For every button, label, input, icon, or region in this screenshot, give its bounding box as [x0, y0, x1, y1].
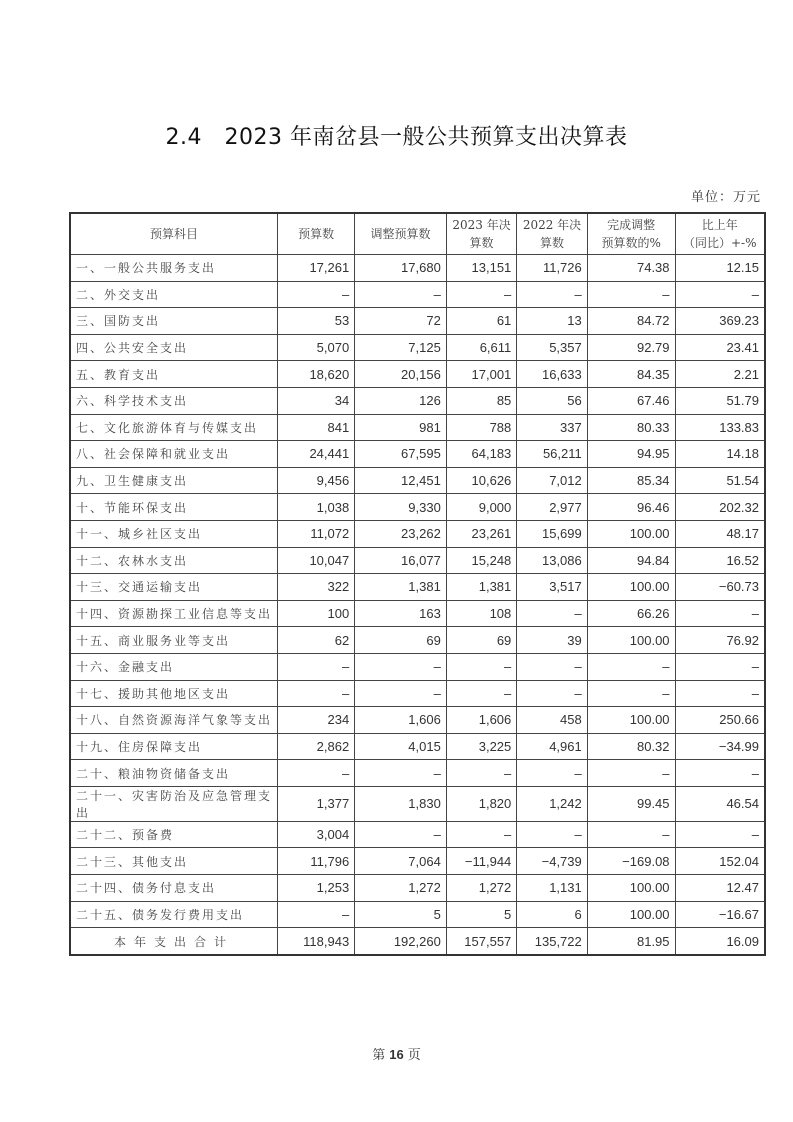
cell-value: 2,862 — [278, 733, 355, 760]
cell-value: 11,796 — [278, 848, 355, 875]
table-row — [70, 627, 765, 654]
cell-value: 76.92 — [675, 627, 765, 654]
table-row — [70, 467, 765, 494]
cell-value: – — [587, 281, 675, 308]
cell-value: 13,086 — [517, 547, 587, 574]
cell-value: – — [587, 760, 675, 787]
cell-value: 1,253 — [278, 875, 355, 902]
cell-value: 16,633 — [517, 361, 587, 388]
cell-value: – — [446, 281, 516, 308]
header-budget-item: 预算科目 — [70, 213, 278, 255]
cell-value: 1,242 — [517, 786, 587, 821]
cell-item-name: 二十一、灾害防治及应急管理支出 — [70, 786, 278, 821]
cell-value: 64,183 — [446, 441, 516, 468]
cell-item-name: 本年支出合计 — [70, 928, 278, 955]
cell-value: – — [517, 680, 587, 707]
cell-value: 118,943 — [278, 928, 355, 955]
table-row — [70, 848, 765, 875]
cell-value: – — [446, 680, 516, 707]
cell-value: 234 — [278, 707, 355, 734]
cell-item-name: 四、公共安全支出 — [70, 334, 278, 361]
cell-value: – — [517, 281, 587, 308]
cell-value: 1,606 — [446, 707, 516, 734]
cell-item-name: 六、科学技术支出 — [70, 387, 278, 414]
cell-value: 981 — [355, 414, 447, 441]
header-2022-final: 2022 年决 算数 — [517, 213, 587, 255]
cell-value: 85.34 — [587, 467, 675, 494]
cell-value: 80.32 — [587, 733, 675, 760]
cell-value: 163 — [355, 600, 447, 627]
cell-value: 23.41 — [675, 334, 765, 361]
cell-value: 9,456 — [278, 467, 355, 494]
cell-value: 192,260 — [355, 928, 447, 955]
cell-value: 94.84 — [587, 547, 675, 574]
cell-value: – — [355, 281, 447, 308]
cell-value: −34.99 — [675, 733, 765, 760]
cell-value: – — [355, 760, 447, 787]
cell-value: 15,699 — [517, 520, 587, 547]
cell-value: 7,125 — [355, 334, 447, 361]
table-row — [70, 786, 765, 821]
cell-item-name: 八、社会保障和就业支出 — [70, 441, 278, 468]
cell-value: 17,261 — [278, 255, 355, 282]
cell-value: 16.09 — [675, 928, 765, 955]
cell-value: 85 — [446, 387, 516, 414]
cell-value: 133.83 — [675, 414, 765, 441]
table-row — [70, 653, 765, 680]
table-row — [70, 760, 765, 787]
cell-value: 92.79 — [587, 334, 675, 361]
cell-item-name: 十五、商业服务业等支出 — [70, 627, 278, 654]
cell-value: – — [587, 821, 675, 848]
cell-value: – — [355, 821, 447, 848]
cell-value: 18,620 — [278, 361, 355, 388]
cell-item-name: 七、文化旅游体育与传媒支出 — [70, 414, 278, 441]
cell-value: 5 — [446, 901, 516, 928]
cell-value: 1,381 — [446, 574, 516, 601]
cell-value: 100.00 — [587, 875, 675, 902]
cell-value: 100.00 — [587, 707, 675, 734]
cell-item-name: 二、外交支出 — [70, 281, 278, 308]
cell-value: 369.23 — [675, 308, 765, 335]
cell-value: 12,451 — [355, 467, 447, 494]
cell-value: 3,517 — [517, 574, 587, 601]
table-row — [70, 414, 765, 441]
cell-value: 56,211 — [517, 441, 587, 468]
cell-value: 1,272 — [446, 875, 516, 902]
cell-value: −169.08 — [587, 848, 675, 875]
cell-value: 72 — [355, 308, 447, 335]
table-row — [70, 494, 765, 521]
cell-value: 23,262 — [355, 520, 447, 547]
cell-value: 1,272 — [355, 875, 447, 902]
cell-value: 74.38 — [587, 255, 675, 282]
cell-item-name: 二十四、债务付息支出 — [70, 875, 278, 902]
cell-item-name: 二十三、其他支出 — [70, 848, 278, 875]
cell-value: 6,611 — [446, 334, 516, 361]
cell-value: 1,038 — [278, 494, 355, 521]
cell-value: 9,330 — [355, 494, 447, 521]
cell-item-name: 二十五、债务发行费用支出 — [70, 901, 278, 928]
cell-value: 100 — [278, 600, 355, 627]
cell-value: – — [675, 680, 765, 707]
cell-value: 7,064 — [355, 848, 447, 875]
table-row — [70, 387, 765, 414]
cell-value: 84.72 — [587, 308, 675, 335]
table-row — [70, 600, 765, 627]
cell-item-name: 九、卫生健康支出 — [70, 467, 278, 494]
cell-value: – — [517, 760, 587, 787]
cell-value: 841 — [278, 414, 355, 441]
cell-value: 5,070 — [278, 334, 355, 361]
table-row — [70, 334, 765, 361]
cell-value: 1,820 — [446, 786, 516, 821]
cell-value: – — [675, 600, 765, 627]
cell-value: 51.79 — [675, 387, 765, 414]
cell-value: 56 — [517, 387, 587, 414]
cell-item-name: 十六、金融支出 — [70, 653, 278, 680]
cell-value: – — [278, 680, 355, 707]
table-row — [70, 821, 765, 848]
table-row — [70, 875, 765, 902]
unit-label: 单位：万元 — [690, 190, 761, 205]
table-body — [70, 255, 765, 955]
cell-value: – — [675, 821, 765, 848]
table-row — [70, 680, 765, 707]
cell-value: 62 — [278, 627, 355, 654]
cell-value: 13,151 — [446, 255, 516, 282]
cell-value: 81.95 — [587, 928, 675, 955]
cell-value: 126 — [355, 387, 447, 414]
cell-value: 100.00 — [587, 520, 675, 547]
cell-value: – — [278, 760, 355, 787]
cell-value: 80.33 — [587, 414, 675, 441]
table-row — [70, 308, 765, 335]
cell-value: 458 — [517, 707, 587, 734]
cell-item-name: 一、一般公共服务支出 — [70, 255, 278, 282]
table-row — [70, 733, 765, 760]
cell-value: 157,557 — [446, 928, 516, 955]
cell-value: 84.35 — [587, 361, 675, 388]
cell-value: 100.00 — [587, 901, 675, 928]
cell-value: 96.46 — [587, 494, 675, 521]
cell-value: 16.52 — [675, 547, 765, 574]
cell-value: 108 — [446, 600, 516, 627]
cell-value: −4,739 — [517, 848, 587, 875]
cell-value: 69 — [446, 627, 516, 654]
cell-value: 67,595 — [355, 441, 447, 468]
page-number: 第 16 页 — [372, 1047, 421, 1063]
cell-value: 5,357 — [517, 334, 587, 361]
cell-value: 24,441 — [278, 441, 355, 468]
cell-value: – — [517, 653, 587, 680]
table-row — [70, 520, 765, 547]
cell-value: 788 — [446, 414, 516, 441]
cell-value: – — [278, 281, 355, 308]
cell-value: 337 — [517, 414, 587, 441]
cell-item-name: 十四、资源勘探工业信息等支出 — [70, 600, 278, 627]
cell-value: 100.00 — [587, 574, 675, 601]
table-row — [70, 547, 765, 574]
cell-value: – — [278, 653, 355, 680]
cell-item-name: 十三、交通运输支出 — [70, 574, 278, 601]
cell-item-name: 三、国防支出 — [70, 308, 278, 335]
cell-value: −16.67 — [675, 901, 765, 928]
cell-value: – — [446, 760, 516, 787]
cell-value: 17,001 — [446, 361, 516, 388]
cell-value: 250.66 — [675, 707, 765, 734]
cell-value: 4,015 — [355, 733, 447, 760]
cell-value: 12.47 — [675, 875, 765, 902]
cell-value: 7,012 — [517, 467, 587, 494]
cell-value: 10,626 — [446, 467, 516, 494]
cell-value: 53 — [278, 308, 355, 335]
cell-value: 1,606 — [355, 707, 447, 734]
table-row — [70, 441, 765, 468]
cell-value: 48.17 — [675, 520, 765, 547]
cell-value: 17,680 — [355, 255, 447, 282]
cell-value: 39 — [517, 627, 587, 654]
cell-value: 9,000 — [446, 494, 516, 521]
header-completion-pct: 完成调整 预算数的% — [587, 213, 675, 255]
header-2023-final: 2023 年决 算数 — [446, 213, 516, 255]
cell-value: 51.54 — [675, 467, 765, 494]
header-adjusted-budget: 调整预算数 — [355, 213, 447, 255]
header-yoy-pct: 比上年 （同比）+-% — [675, 213, 765, 255]
cell-value: 1,830 — [355, 786, 447, 821]
cell-value: 3,225 — [446, 733, 516, 760]
cell-value: – — [675, 281, 765, 308]
cell-item-name: 十八、自然资源海洋气象等支出 — [70, 707, 278, 734]
table-row — [70, 707, 765, 734]
cell-value: 99.45 — [587, 786, 675, 821]
cell-value: – — [587, 653, 675, 680]
cell-value: 13 — [517, 308, 587, 335]
cell-value: 61 — [446, 308, 516, 335]
cell-value: 202.32 — [675, 494, 765, 521]
cell-value: – — [675, 760, 765, 787]
cell-item-name: 十七、援助其他地区支出 — [70, 680, 278, 707]
cell-value: 152.04 — [675, 848, 765, 875]
cell-value: – — [446, 821, 516, 848]
cell-value: 4,961 — [517, 733, 587, 760]
cell-item-name: 二十、粮油物资储备支出 — [70, 760, 278, 787]
page-title: 2.4 2023 年南岔县一般公共预算支出决算表 — [165, 125, 628, 150]
cell-value: 3,004 — [278, 821, 355, 848]
cell-value: 2.21 — [675, 361, 765, 388]
header-budget-amount: 预算数 — [278, 213, 355, 255]
cell-item-name: 五、教育支出 — [70, 361, 278, 388]
cell-value: 94.95 — [587, 441, 675, 468]
cell-value: 14.18 — [675, 441, 765, 468]
cell-value: – — [355, 680, 447, 707]
cell-item-name: 十、节能环保支出 — [70, 494, 278, 521]
cell-value: – — [355, 653, 447, 680]
cell-value: – — [675, 653, 765, 680]
cell-value: – — [278, 901, 355, 928]
cell-value: 1,131 — [517, 875, 587, 902]
cell-value: 1,381 — [355, 574, 447, 601]
table-row — [70, 255, 765, 282]
cell-value: 15,248 — [446, 547, 516, 574]
cell-value: 34 — [278, 387, 355, 414]
cell-item-name: 十一、城乡社区支出 — [70, 520, 278, 547]
table-total-row — [70, 928, 765, 955]
cell-value: 11,726 — [517, 255, 587, 282]
cell-item-name: 十九、住房保障支出 — [70, 733, 278, 760]
cell-item-name: 十二、农林水支出 — [70, 547, 278, 574]
cell-value: 10,047 — [278, 547, 355, 574]
cell-value: – — [587, 680, 675, 707]
cell-value: 46.54 — [675, 786, 765, 821]
cell-value: −11,944 — [446, 848, 516, 875]
table-header-row — [70, 213, 765, 255]
cell-value: 322 — [278, 574, 355, 601]
table-row — [70, 901, 765, 928]
cell-value: −60.73 — [675, 574, 765, 601]
cell-value: 16,077 — [355, 547, 447, 574]
cell-item-name: 二十二、预备费 — [70, 821, 278, 848]
cell-value: – — [446, 653, 516, 680]
cell-value: 2,977 — [517, 494, 587, 521]
budget-expenditure-table — [69, 212, 766, 956]
cell-value: 20,156 — [355, 361, 447, 388]
cell-value: 11,072 — [278, 520, 355, 547]
cell-value: 1,377 — [278, 786, 355, 821]
cell-value: 23,261 — [446, 520, 516, 547]
cell-value: 66.26 — [587, 600, 675, 627]
cell-value: 6 — [517, 901, 587, 928]
cell-value: 100.00 — [587, 627, 675, 654]
table-row — [70, 574, 765, 601]
table-row — [70, 361, 765, 388]
cell-value: – — [517, 821, 587, 848]
cell-value: 69 — [355, 627, 447, 654]
table-row — [70, 281, 765, 308]
cell-value: 12.15 — [675, 255, 765, 282]
cell-value: 67.46 — [587, 387, 675, 414]
cell-value: 5 — [355, 901, 447, 928]
cell-value: – — [517, 600, 587, 627]
cell-value: 135,722 — [517, 928, 587, 955]
